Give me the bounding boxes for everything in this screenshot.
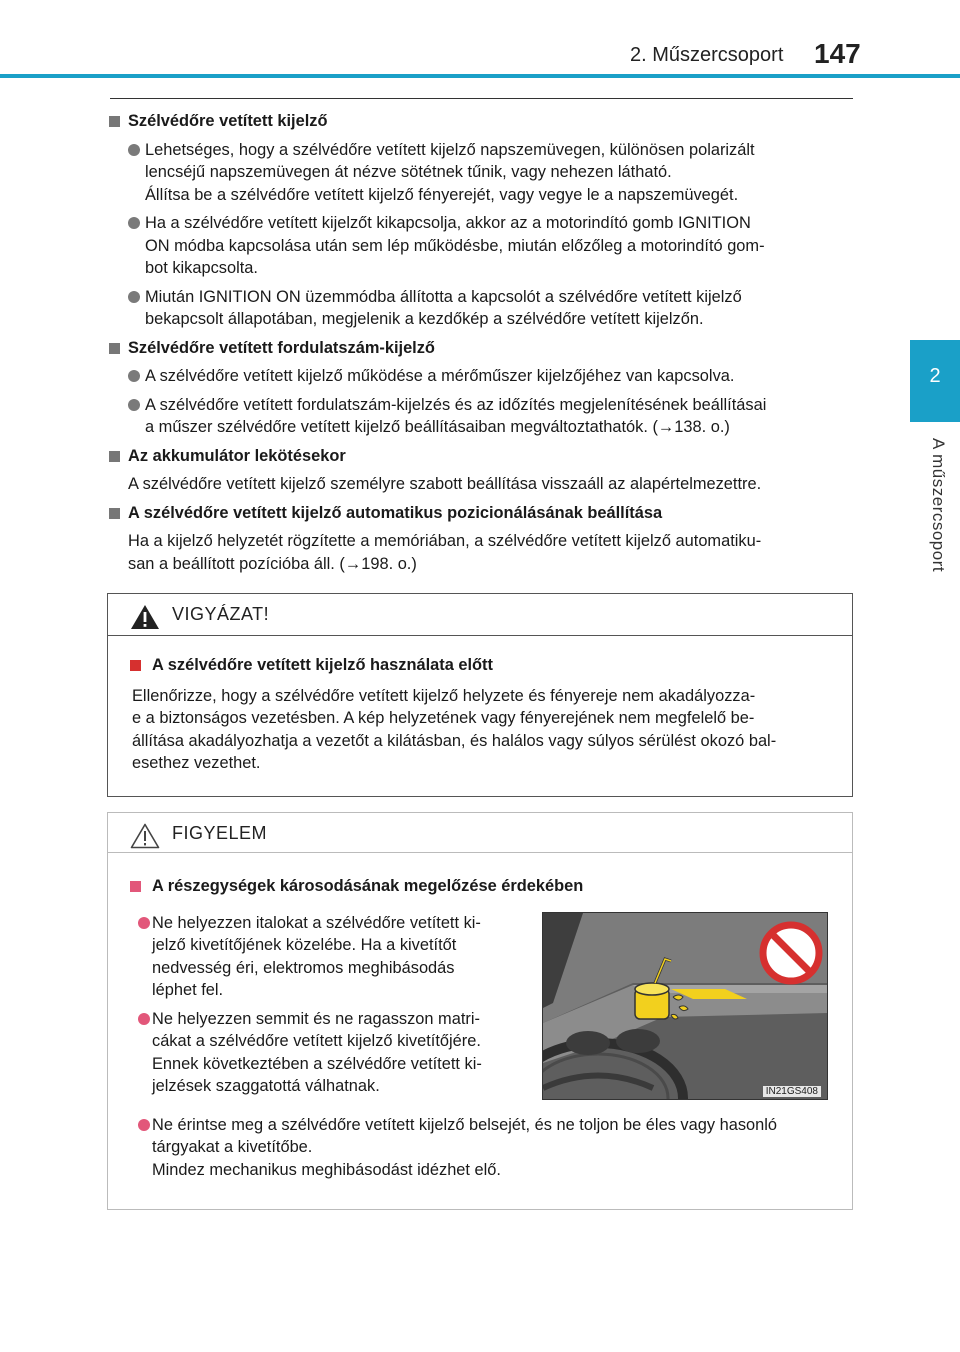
bullet-item: A szélvédőre vetített fordulatszám-kijelzés és az időzítés megjelenítésének beállításai a műszer szélvédőre vetített kijelző beállításaiban megváltoztathatók. (→138. o.) <box>108 394 856 439</box>
bullet-icon <box>128 144 140 156</box>
bullet-icon <box>128 291 140 303</box>
bullet-item: A szélvédőre vetített kijelző működése a mérőműszer kijelzőjéhez van kapcsolva. <box>108 365 856 388</box>
bullet-icon <box>128 399 140 411</box>
section-heading: Szélvédőre vetített kijelző <box>108 110 856 133</box>
section-heading: Szélvédőre vetített fordulatszám-kijelző <box>108 337 856 360</box>
notice-heading: A részegységek károsodásának megelőzése érdekében <box>108 875 852 898</box>
caution-triangle-icon <box>130 823 160 849</box>
warning-triangle-icon <box>130 604 160 630</box>
section-heading: A szélvédőre vetített kijelző automatikus pozicionálásának beállítása <box>108 502 856 525</box>
illustration-code: IN21GS408 <box>763 1086 821 1097</box>
bullet-item: Ha a szélvédőre vetített kijelzőt kikapcsolja, akkor az a motorindító gomb IGNITION ON módba kapcsolása után sem lép működésbe, miután előzőleg a motorindító gom- bot kikapcsolta. <box>108 212 856 280</box>
warning-paragraph: Ellenőrizze, hogy a szélvédőre vetített kijelző helyzete és fényereje nem akadályozza- e a biztonságos vezetésben. A kép helyzetének vagy fényerejének nem megfelelő be- állítása akadályozhatja a vezetőt a kilátásban, és halálos vagy súlyos sérülést okozó bal- esethez vezethet. <box>132 686 777 772</box>
bullet-icon <box>138 1119 150 1131</box>
section-paragraph: Ha a kijelző helyzetét rögzítette a memóriában, a szélvédőre vetített kijelző automatiku- san a beállított pozícióba áll. (→198. o.) <box>128 532 762 573</box>
drink-near-projector-illustration <box>543 913 828 1100</box>
bullet-icon <box>138 917 150 929</box>
content-top-rule <box>110 98 853 99</box>
warning-box-header <box>108 594 852 636</box>
chapter-tab: 2 <box>910 340 960 422</box>
warning-box-body <box>108 654 852 775</box>
notice-box-header <box>108 813 852 853</box>
warning-heading: A szélvédőre vetített kijelző használata előtt <box>108 654 852 677</box>
section-heading: Az akkumulátor lekötésekor <box>108 445 856 468</box>
notice-box-title: FIGYELEM <box>172 823 268 843</box>
header-rule <box>0 74 960 78</box>
page-number: 147 <box>814 38 861 69</box>
warning-marker-icon <box>130 660 141 671</box>
bullet-item: Miután IGNITION ON üzemmódba állította a kapcsolót a szélvédőre vetített kijelző bekapcsolt állapotában, megjelenik a kezdőkép a szélvédőre vetített kijelzőn. <box>108 286 856 331</box>
running-header-section: 2. Műszercsoport <box>630 44 784 66</box>
dashboard-illustration <box>542 912 828 1100</box>
section-paragraph: A szélvédőre vetített kijelző személyre szabott beállítása visszaáll az alapértelmezettre. <box>128 475 762 493</box>
chapter-tab-label: A műszercsoport <box>929 438 948 573</box>
notice-bullet-item: Ne helyezzen italokat a szélvédőre vetített ki- jelző kivetítőjének közelébe. Ha a kivetítőt nedvesség éri, elektromos meghibásodás léphet fel. <box>108 912 636 1002</box>
notice-marker-icon <box>130 881 141 892</box>
notice-bullet-item: Ne érintse meg a szélvédőre vetített kijelző belsejét, és ne toljon be éles vagy hasonló tárgyakat a kivetítőbe. Mindez mechanikus meghibásodást idézhet elő. <box>108 1114 850 1182</box>
bullet-item: Lehetséges, hogy a szélvédőre vetített kijelző napszemüvegen, különösen polarizált lencséjű napszemüvegen át nézve sötétnek tűnik, vagy nehezen látható. Állítsa be a szélvédőre vetített kijelző fényerejét, vagy vegye le a napszemüvegét. <box>108 139 856 207</box>
notice-bullet-item: Ne helyezzen semmit és ne ragasszon matri- cákat a szélvédőre vetített kijelző kivetítőjére. Ennek következtében a szélvédőre vetített ki- jelzések szaggatottá válhatnak. <box>108 1008 636 1098</box>
main-content <box>108 110 856 581</box>
warning-box-title: VIGYÁZAT! <box>172 604 270 624</box>
bullet-icon <box>138 1013 150 1025</box>
bullet-icon <box>128 217 140 229</box>
warning-box <box>107 593 853 797</box>
bullet-icon <box>128 370 140 382</box>
